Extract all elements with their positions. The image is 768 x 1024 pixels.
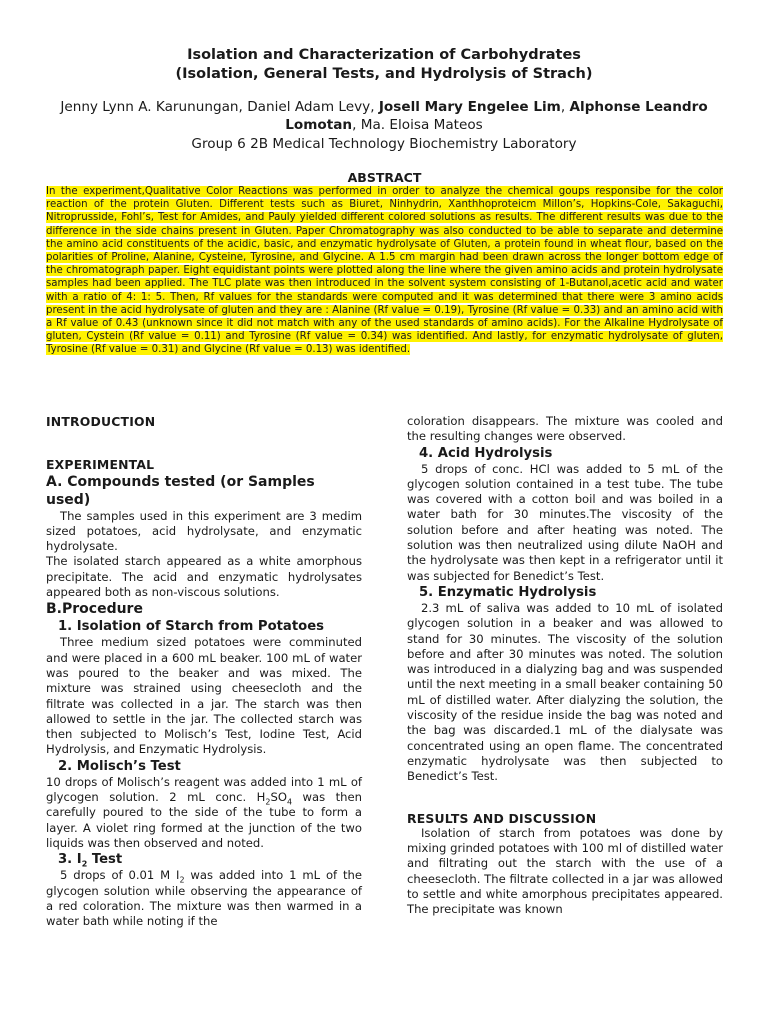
introduction-heading: INTRODUCTION	[46, 414, 156, 429]
author-last: , Ma. Eloisa Mateos	[352, 117, 483, 133]
right-column	[407, 414, 723, 918]
step-1-heading: 1. Isolation of Starch from Potatoes	[58, 619, 324, 635]
abstract-text	[46, 185, 723, 357]
step-3-subscript: 2	[179, 875, 185, 885]
samples-appearance-paragraph: The isolated starch appeared as a white amorphous precipitate. The acid and enzymatic hydrolysates appeared both as non-viscous solutions.	[46, 554, 362, 600]
author-bold-2: Alphonse Leandro Lomotan	[285, 99, 708, 133]
compounds-tested-heading: A. Compounds tested (or Samples used)	[46, 473, 315, 508]
left-column	[46, 414, 362, 929]
step-3-heading-subscript: 2	[81, 859, 88, 869]
step-2-text-a: 10 drops of Molisch’s reagent was added into 1 mL of glycogen solution. 2 mL conc. H	[46, 774, 362, 805]
step-2-text-b: SO	[270, 790, 287, 805]
author-separator: ,	[560, 99, 570, 115]
step-3-heading-a: 3. I	[58, 852, 82, 868]
step-3-text-b: was added into 1 mL of the glycogen solution while observing the appearance of a red coloration. The mixture was then warmed in a water bath while noting if the	[46, 868, 363, 929]
authors-plain: Jenny Lynn A. Karunungan, Daniel Adam Levy,	[60, 99, 379, 115]
samples-paragraph: The samples used in this experiment are 3 medim sized potatoes, acid hydrolysate, and enzymatic hydrolysate.	[46, 508, 362, 554]
step-4-text: 5 drops of conc. HCl was added to 5 mL of the glycogen solution contained in a test tube. The tube was covered with a cotton boil and was boiled in a water bath for 30 minutes.The viscosity of the solution before and after heating was noted. The solution was then neutralized using dilute NaOH and the hydrolysate was then kept in a refrigerator until it was subjected for Benedict’s Test.	[407, 461, 723, 583]
paper-header	[40, 46, 728, 153]
step-2-heading: 2. Molisch’s Test	[58, 758, 181, 774]
step-5-text: 2.3 mL of saliva was added to 10 mL of isolated glycogen solution in a beaker and was allowed to stand for 30 minutes. The viscosity of the solution before and after 30 minutes was noted. The solution was introduced in a dialyzing bag and was suspended until the next meeting in a small beaker containing 50 mL of distilled water. After dialyzing the solution, the viscosity of the residue inside the bag was noted and the bag was discarded.1 mL of the dialysate was concentrated using an open flame. The concentrated enzymatic hydrolysate was then subjected to Benedict’s Test.	[407, 600, 723, 784]
abstract-block	[46, 170, 723, 357]
procedure-heading: B.Procedure	[46, 601, 143, 618]
title-line-2: (Isolation, General Tests, and Hydrolysis of Strach)	[175, 66, 593, 82]
step-2-text	[46, 775, 362, 851]
author-bold-1: Josell Mary Engelee Lim	[378, 99, 561, 115]
abstract-heading: ABSTRACT	[347, 170, 422, 185]
step-4-heading: 4. Acid Hydrolysis	[419, 445, 553, 461]
step-5-heading: 5. Enzymatic Hydrolysis	[419, 584, 597, 600]
subscript-2: 2	[265, 797, 271, 807]
author-list	[40, 98, 728, 134]
step-1-text: Three medium sized potatoes were comminuted and were placed in a 600 mL beaker. 100 mL of water was poured to the beaker and was mixed. The mixture was strained using cheesecloth and the filtrate was collected in a jar. The starch was then allowed to settle in the jar. The collected starch was then subjected to Molisch’s Test, Iodine Test, Acid Hydrolysis, and Enzymatic Hydrolysis.	[46, 635, 362, 757]
step-3-continued-text: coloration disappears. The mixture was cooled and the resulting changes were observed.	[407, 414, 723, 444]
results-text: Isolation of starch from potatoes was done by mixing grinded potatoes with 100 ml of distilled water and filtrating out the starch with the use of a cheesecloth. The filtrate collected in a jar was allowed to settle and white amorphous precipitates appeared. The precipitate was known	[407, 825, 723, 917]
affiliation: Group 6 2B Medical Technology Biochemistry Laboratory	[191, 136, 577, 152]
step-3-heading-b: Test	[87, 852, 123, 868]
subscript-4: 4	[286, 797, 293, 807]
paper-title	[40, 46, 728, 84]
step-3-text-a: 5 drops of 0.01 M I	[60, 868, 180, 883]
experimental-heading: EXPERIMENTAL	[46, 457, 155, 473]
step-2-text-c: was then carefully poured to the side of the tube to form a layer. A violet ring formed at the junction of the two liquids was then observed and noted.	[46, 790, 363, 850]
results-heading: RESULTS AND DISCUSSION	[407, 810, 597, 826]
title-line-1: Isolation and Characterization of Carbohydrates	[187, 47, 581, 63]
step-3-heading	[46, 851, 362, 868]
abstract-highlighted-text: In the experiment,Qualitative Color Reactions was performed in order to analyze the chemical goups responsibe for the color reaction of the protein Gluten. Different tests such as Biuret, Ninhydrin, Xanthhoproteicm Millon’s, Hopkins-Cole, Sakaguchi, Nitroprusside, Fohl’s, Test for Amides, and Pauly yielded different colored solutions as results. The different results was due to the difference in the side chains present in Gluten. Paper Chromatography was also conducted to be able to separate and determine the amino acid constituents of the acidic, basic, and enzymatic hydrolysate of Gluten, a protein found in wheat flour, based on the polarities of Proline, Alanine, Cysteine, Tyrosine, and Glycine. A 1.5 cm margin had been drawn across the longer bottom edge of the chromatograph paper. Eight equidistant points were plotted along the line where the given amino acids and protein hydrolysate samples had been applied. The TLC plate was then introduced in the solvent system consisting of 1-Butanol,acetic acid and water with a ratio of 4: 1: 5. Then, Rf values for the standards were computed and it was determined that there were 3 amino acids present in the acid hydrolysate of gluten and they are : Alanine (Rf value = 0.19), Tyrosine (Rf value = 0.33) and an amino acid with a Rf value of 0.43 (unknown since it did not match with any of the used standards of amino acids). For the Alkaline Hydrolysate of gluten, Cystein (Rf value = 0.11) and Tyrosine (Rf value = 0.34) was identified. And lastly, for enzymatic hydrolysate of gluten, Tyrosine (Rf value = 0.31) and Glycine (Rf value = 0.13) was identified.	[46, 186, 723, 356]
step-3-text	[46, 868, 362, 929]
